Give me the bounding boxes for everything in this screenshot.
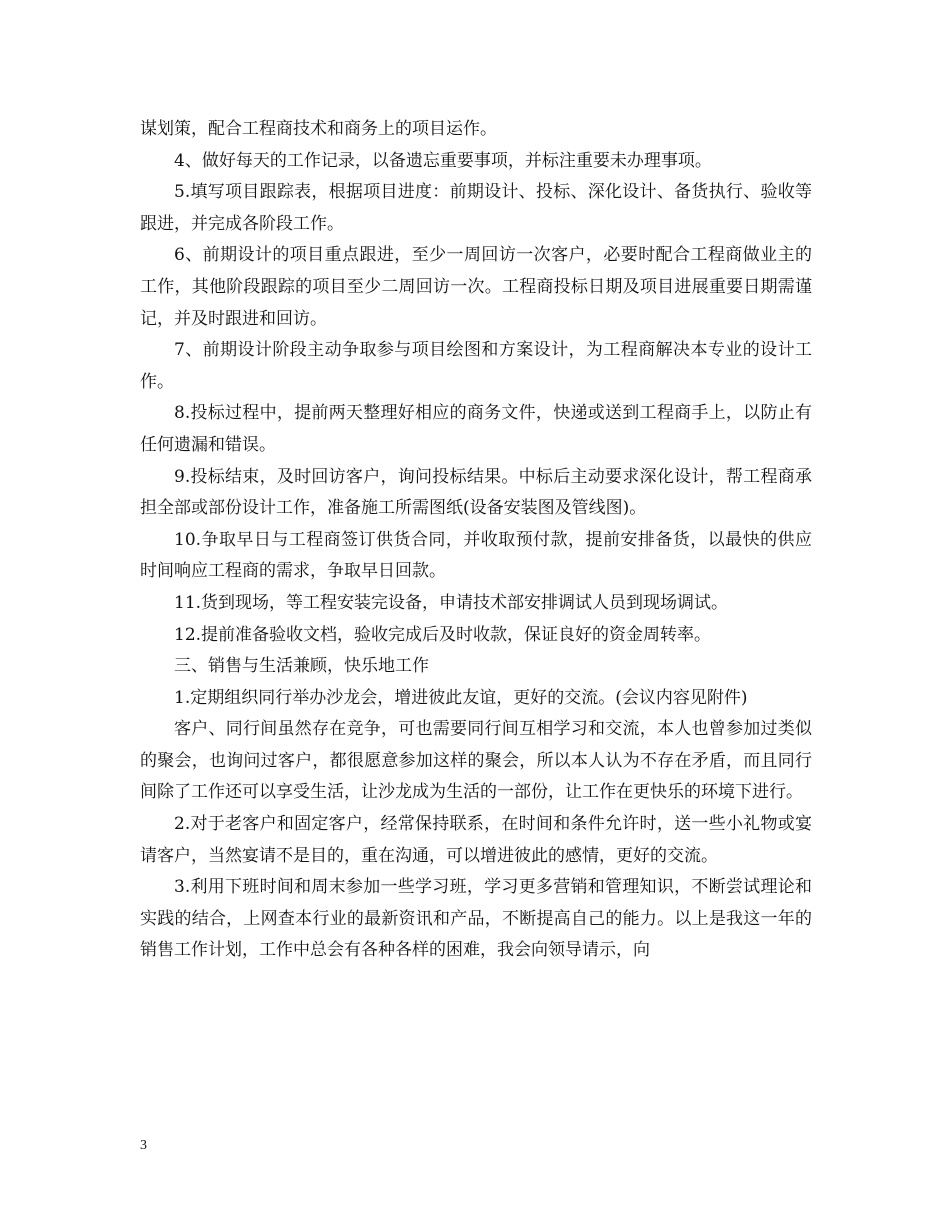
paragraph-item-12: 12.提前准备验收文档，验收完成后及时收款，保证良好的资金周转率。 xyxy=(174,624,712,645)
paragraph-item-4: 4、做好每天的工作记录，以备遗忘重要事项，并标注重要未办理事项。 xyxy=(174,150,712,171)
paragraph-item-6: 6、前期设计的项目重点跟进，至少一周回访一次客户，必要时配合工程商做业主的工作，其他阶段跟踪的项目至少二周回访一次。工程商投标日期及项目进展重要日期需谨记，并及时跟进和回访。 xyxy=(140,245,812,329)
paragraph-item-9: 9.投标结束，及时回访客户，询问投标结果。中标后主动要求深化设计，帮工程商承担全部或部份设计工作，准备施工所需图纸(设备安装图及管线图)。 xyxy=(140,466,812,519)
paragraph-item-10: 10.争取早日与工程商签订供货合同，并收取预付款，提前安排备货，以最快的供应时间响应工程商的需求，争取早日回款。 xyxy=(140,529,812,582)
paragraph-learning-3: 3.利用下班时间和周末参加一些学习班，学习更多营销和管理知识，不断尝试理论和实践的结合，上网查本行业的最新资讯和产品，不断提高自己的能力。以上是我这一年的销售工作计划，工作中总会有各种各样的困难，我会向领导请示，向 xyxy=(140,877,812,961)
section-heading-3: 三、销售与生活兼顾，快乐地工作 xyxy=(174,656,429,677)
paragraph-salon-explanation: 客户、同行间虽然存在竞争，可也需要同行间互相学习和交流，本人也曾参加过类似的聚会，也询问过客户，都很愿意参加这样的聚会，所以本人认为不存在矛盾，而且同行间除了工作还可以享受生活，让沙龙成为生活的一部份，让工作在更快乐的环境下进行。 xyxy=(140,719,812,803)
paragraph-item-8: 8.投标过程中，提前两天整理好相应的商务文件，快递或送到工程商手上，以防止有任何遗漏和错误。 xyxy=(140,403,812,455)
page-number: 3 xyxy=(140,1138,147,1153)
document-body xyxy=(140,114,812,967)
paragraph-item-7: 7、前期设计阶段主动争取参与项目绘图和方案设计，为工程商解决本专业的设计工作。 xyxy=(140,340,812,392)
paragraph-clients-2: 2.对于老客户和固定客户，经常保持联系，在时间和条件允许时，送一些小礼物或宴请客户，当然宴请不是目的，重在沟通，可以增进彼此的感情，更好的交流。 xyxy=(140,814,812,866)
paragraph-item-11: 11.货到现场，等工程安装完设备，申请技术部安排调试人员到现场调试。 xyxy=(174,592,729,613)
paragraph-continuation: 谋划策，配合工程商技术和商务上的项目运作。 xyxy=(140,119,497,139)
paragraph-item-5: 5.填写项目跟踪表，根据项目进度：前期设计、投标、深化设计、备货执行、验收等跟进，并完成各阶段工作。 xyxy=(140,182,812,234)
paragraph-salon-1: 1.定期组织同行举办沙龙会，增进彼此友谊，更好的交流。(会议内容见附件) xyxy=(174,687,748,708)
